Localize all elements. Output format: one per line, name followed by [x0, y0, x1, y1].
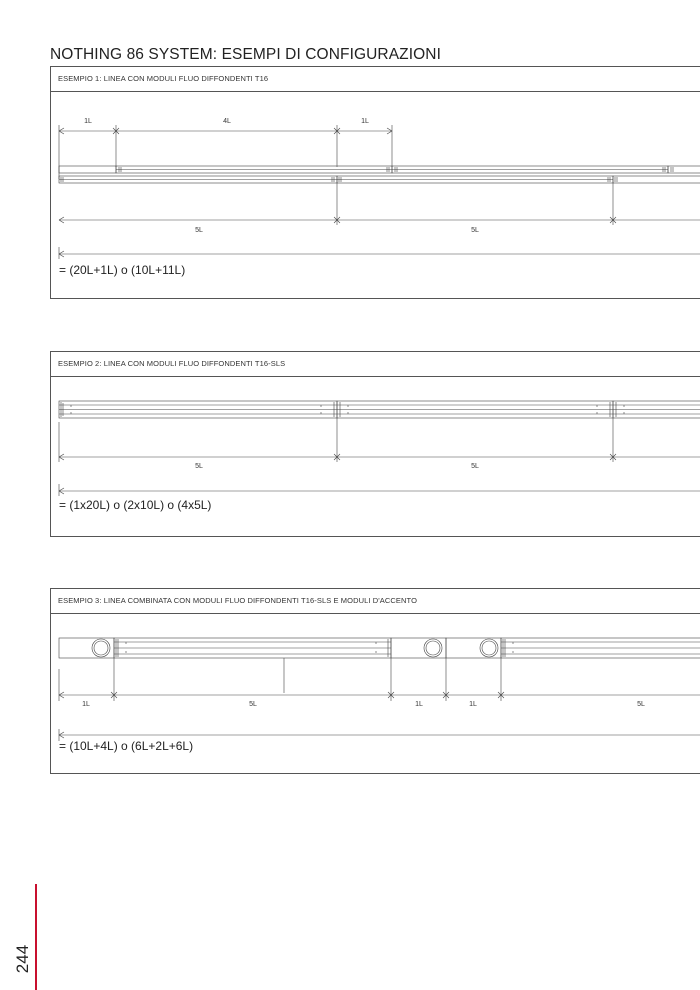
example-3-bottom-dim-5: 5L [637, 701, 645, 708]
page-number-text: 244 [13, 944, 32, 974]
example-3-bottom-dim-3: 1L [415, 701, 423, 708]
example-2-formula: = (1x20L) o (2x10L) o (4x5L) [59, 498, 212, 512]
example-1-top-dim-3: 1L [361, 118, 369, 125]
example-1-label: ESEMPIO 1: LINEA CON MODULI FLUO DIFFONDENTI T16 [58, 74, 269, 83]
example-3-label: ESEMPIO 3: LINEA COMBINATA CON MODULI FLUO DIFFONDENTI T16-SLS E MODULI D'ACCENTO [58, 596, 418, 605]
example-1-top-dim-2: 4L [223, 118, 231, 125]
example-1-top-dim-1: 1L [84, 118, 92, 125]
example-1-bottom-dim-1: 5L [195, 227, 203, 234]
example-2-bottom-dim-1: 5L [195, 463, 203, 470]
example-3-bottom-dim-2: 5L [249, 701, 257, 708]
page-title: NOTHING 86 SYSTEM: ESEMPI DI CONFIGURAZIONI [50, 46, 441, 63]
example-2-label: ESEMPIO 2: LINEA CON MODULI FLUO DIFFONDENTI T16-SLS [58, 359, 286, 368]
example-2-bottom-dim-2: 5L [471, 463, 479, 470]
example-3-bottom-dim-1: 1L [82, 701, 90, 708]
page-number [8, 942, 38, 976]
example-3-panel [50, 588, 700, 774]
example-3-formula: = (10L+4L) o (6L+2L+6L) [59, 739, 194, 753]
example-1-bottom-dim-2: 5L [471, 227, 479, 234]
example-1-formula: = (20L+1L) o (10L+11L) [59, 263, 186, 277]
example-3-bottom-dim-4: 1L [469, 701, 477, 708]
example-2-panel [50, 351, 700, 537]
example-1-panel [50, 66, 700, 299]
